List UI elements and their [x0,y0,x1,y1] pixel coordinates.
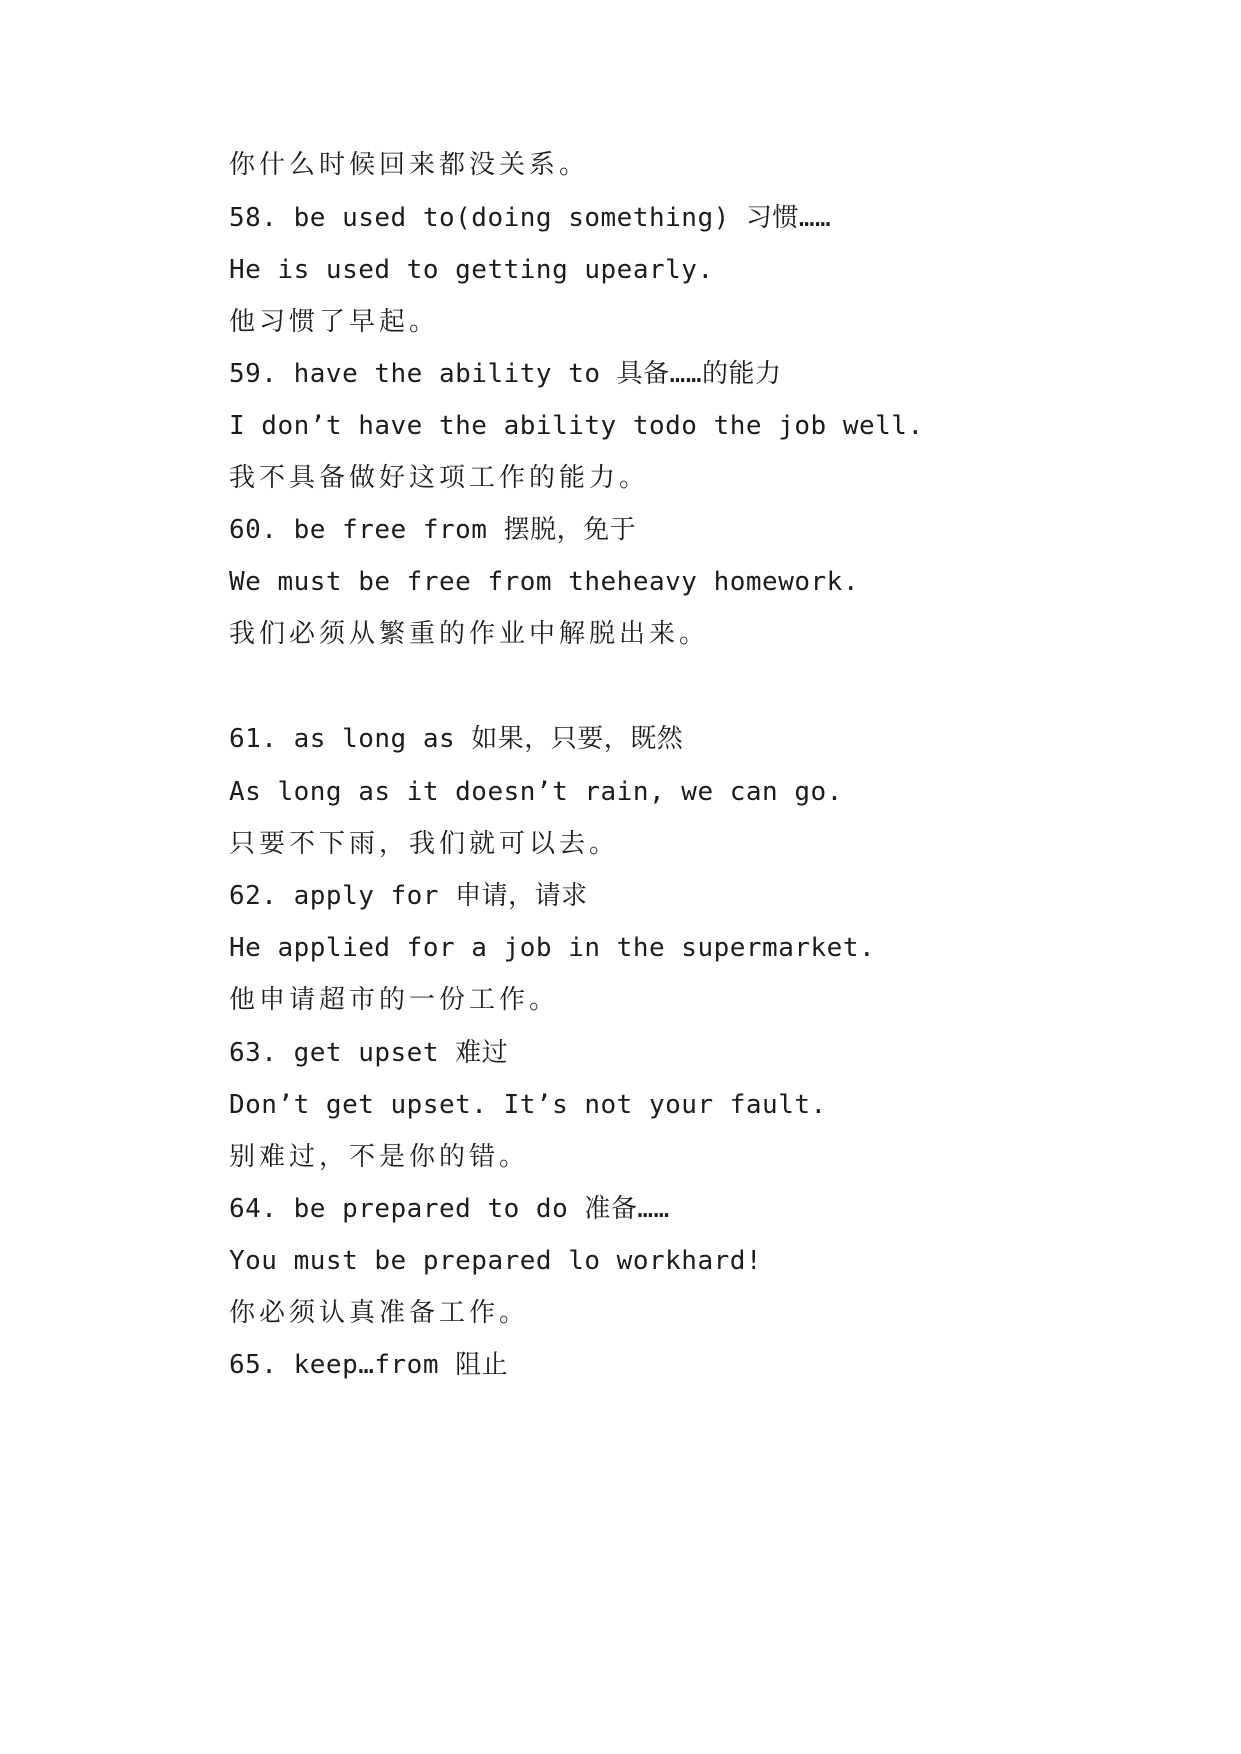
example-sentence: You must be prepared lo workhard! [229,1246,763,1276]
example-sentence: We must be free from theheavy homework. [229,567,859,597]
example-translation: 他申请超市的一份工作。 [229,985,560,1015]
example-translation: 我不具备做好这项工作的能力。 [229,463,650,493]
example-sentence: He is used to getting upearly. [229,255,714,285]
phrase-entry-59: 59. have the ability to 具备……的能力 [229,359,782,389]
phrase-entry-60: 60. be free from 摆脱，免于 [229,515,637,545]
example-sentence: As long as it doesn’t rain, we can go. [229,777,843,807]
phrase-entry-64: 64. be prepared to do 准备…… [229,1194,670,1224]
example-translation: 你什么时候回来都没关系。 [229,150,590,180]
example-translation: 你必须认真准备工作。 [229,1298,530,1328]
phrase-entry-65: 65. keep…from 阻止 [229,1350,509,1380]
example-sentence: Don’t get upset. It’s not your fault. [229,1090,827,1120]
example-translation: 他习惯了早起。 [229,307,440,337]
example-translation: 只要不下雨，我们就可以去。 [229,829,620,859]
example-translation: 别难过，不是你的错。 [229,1142,530,1172]
blank-line [229,660,1189,712]
example-sentence: I don’t have the ability todo the job well. [229,411,924,441]
example-translation: 我们必须从繁重的作业中解脱出来。 [229,619,710,649]
phrase-entry-61: 61. as long as 如果，只要，既然 [229,724,684,754]
phrase-entry-58: 58. be used to(doing something) 习惯…… [229,203,832,233]
phrase-entry-62: 62. apply for 申请，请求 [229,881,588,911]
example-sentence: He applied for a job in the supermarket. [229,933,876,963]
phrase-entry-63: 63. get upset 难过 [229,1038,509,1068]
